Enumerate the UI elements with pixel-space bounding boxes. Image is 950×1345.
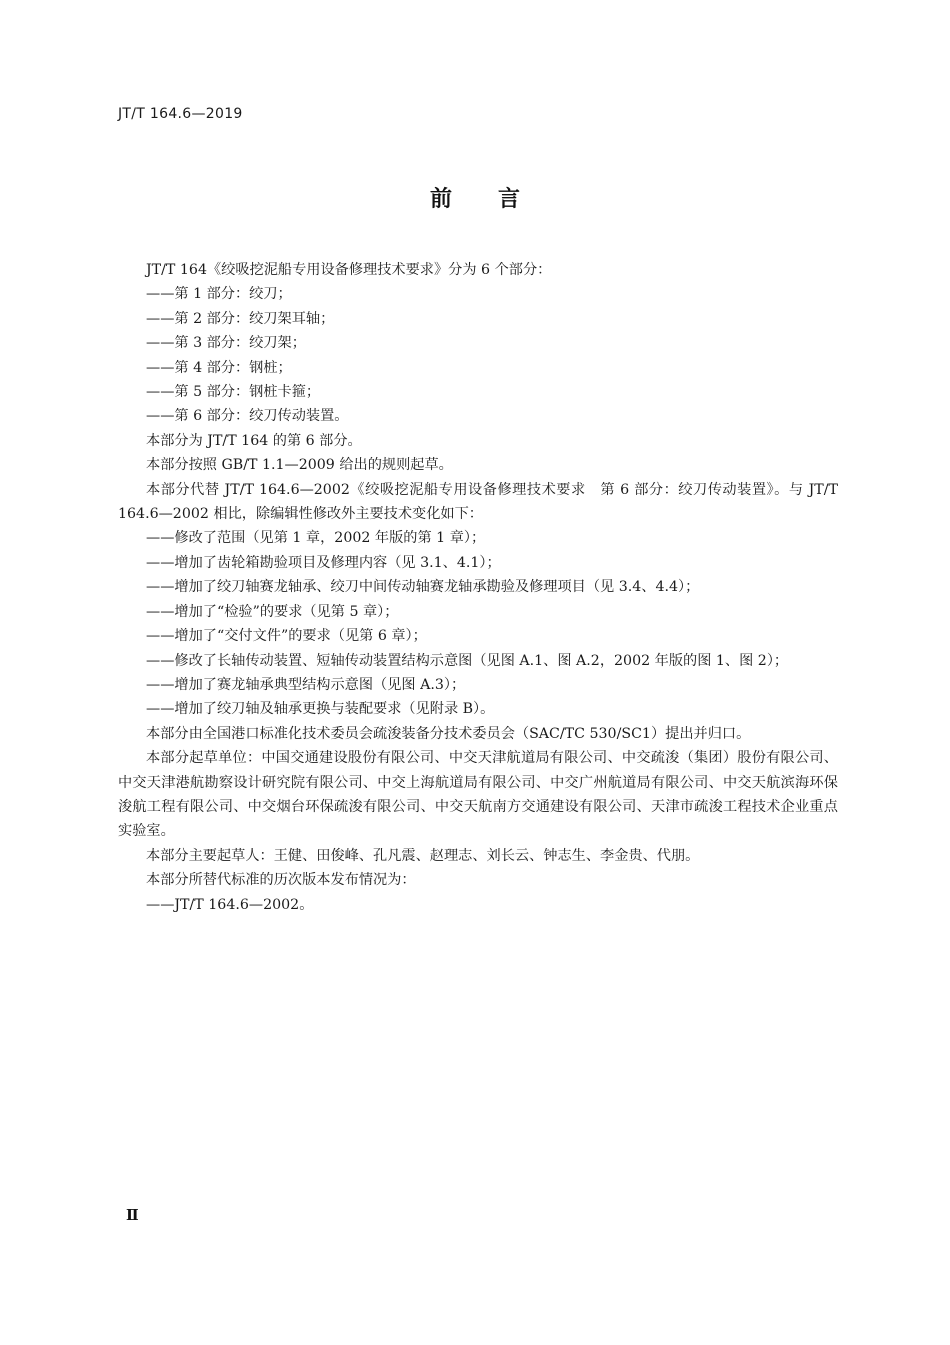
list-item-part-5: ——第 5 部分：钢桩卡箍； [146, 384, 321, 401]
list-item-part-6: ——第 6 部分：绞刀传动装置。 [146, 408, 349, 425]
paragraph-proposer: 本部分由全国港口标准化技术委员会疏浚装备分技术委员会（SAC/TC 530/SC1）提出并归口。 [146, 725, 751, 742]
standard-code-header: JT/T 164.6—2019 [118, 106, 243, 122]
paragraph-this-part: 本部分为 JT/T 164 的第 6 部分。 [146, 432, 362, 449]
list-item-part-3: ——第 3 部分：绞刀架； [146, 335, 306, 352]
foreword-body [118, 258, 838, 917]
list-item-change-2: ——增加了齿轮箱勘验项目及修理内容（见 3.1、4.1）； [146, 554, 501, 571]
list-item-history-1: ——JT/T 164.6—2002。 [146, 896, 314, 913]
list-item-change-1: ——修改了范围（见第 1 章，2002 年版的第 1 章）； [146, 530, 486, 547]
list-item-change-6: ——修改了长轴传动装置、短轴传动装置结构示意图（见图 A.1、图 A.2，2002 年版的图 1、图 2）； [146, 652, 789, 669]
list-item-part-4: ——第 4 部分：钢桩； [146, 359, 292, 376]
paragraph-drafters: 本部分主要起草人：王健、田俊峰、孔凡震、赵理志、刘长云、钟志生、李金贵、代朋。 [146, 847, 700, 864]
list-item-change-8: ——增加了绞刀轴及轴承更换与装配要求（见附录 B）。 [146, 701, 495, 718]
list-item-change-3: ——增加了绞刀轴赛龙轴承、绞刀中间传动轴赛龙轴承勘验及修理项目（见 3.4、4.4）； [146, 579, 700, 596]
list-item-change-5: ——增加了“交付文件”的要求（见第 6 章）； [146, 628, 427, 645]
page-title: 前言 [429, 187, 566, 212]
list-item-part-2: ——第 2 部分：绞刀架耳轴； [146, 310, 335, 327]
list-item-part-1: ——第 1 部分：绞刀； [146, 286, 292, 303]
paragraph-parts-intro: JT/T 164《绞吸挖泥船专用设备修理技术要求》分为 6 个部分： [146, 262, 552, 278]
paragraph-drafting-units: 本部分起草单位：中国交通建设股份有限公司、中交天津航道局有限公司、中交疏浚（集团）股份有限公司、中交天津港航勘察设计研究院有限公司、中交上海航道局有限公司、中交广州航道局有限公司、中交天航滨海环保浚航工程有限公司、中交烟台环保疏浚有限公司、中交天航南方交通建设有限公司、天津市疏浚工程技术企业重点实验室。 [118, 750, 838, 840]
list-item-change-7: ——增加了赛龙轴承典型结构示意图（见图 A.3）； [146, 676, 466, 693]
page-number: Ⅱ [126, 1206, 139, 1224]
paragraph-drafting-rules: 本部分按照 GB/T 1.1—2009 给出的规则起草。 [146, 457, 453, 474]
list-item-change-4: ——增加了“检验”的要求（见第 5 章）； [146, 603, 399, 620]
paragraph-history-intro: 本部分所替代标准的历次版本发布情况为： [146, 872, 416, 889]
paragraph-replacement: 本部分代替 JT/T 164.6—2002《绞吸挖泥船专用设备修理技术要求 第 6 部分：绞刀传动装置》。与 JT/T 164.6—2002 相比，除编辑性修改外主要技术变化如下： [118, 481, 838, 523]
